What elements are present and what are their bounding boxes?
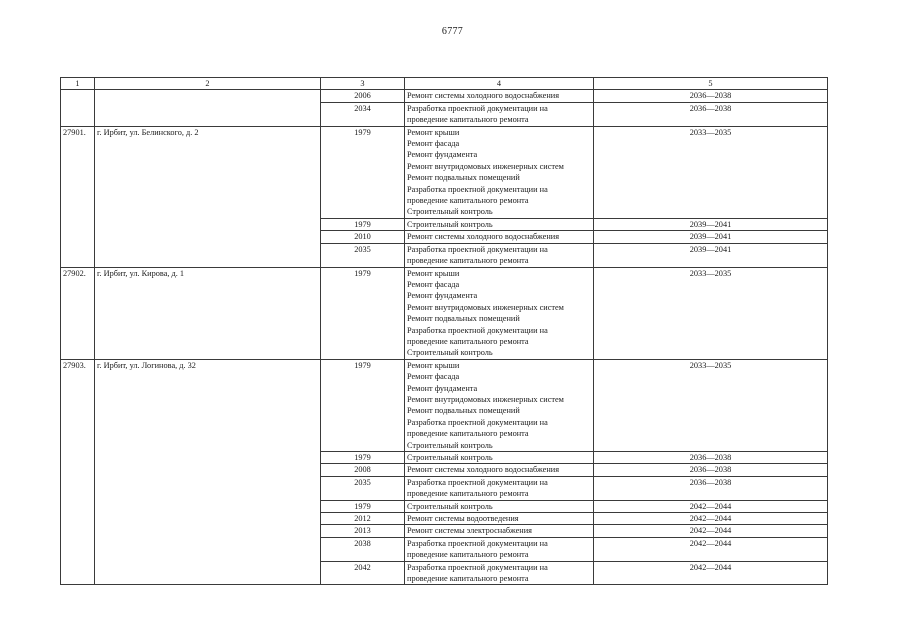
- work-item: Ремонт фундамента: [407, 150, 478, 160]
- commission-year: 2013: [321, 525, 405, 537]
- page-number: 6777: [441, 26, 464, 37]
- repair-period: 2033—2035: [594, 359, 828, 451]
- work-item: Ремонт внутридомовых инженерных систем: [407, 161, 564, 171]
- table-row: [61, 267, 828, 359]
- commission-year: 1979: [321, 218, 405, 230]
- work-item: Ремонт крыши: [407, 360, 460, 370]
- commission-year: 1979: [321, 126, 405, 218]
- work-item: Разработка проектной документации на: [407, 325, 548, 335]
- commission-year: 1979: [321, 267, 405, 359]
- work-item: Строительный контроль: [407, 501, 493, 511]
- work-item: проведение капитального ремонта: [407, 115, 529, 125]
- work-item: Ремонт системы холодного водоснабжения: [407, 91, 560, 101]
- work-types: [405, 90, 594, 102]
- work-types: [405, 218, 594, 230]
- commission-year: 2034: [321, 102, 405, 126]
- table-row: [61, 126, 828, 218]
- work-types: [405, 525, 594, 537]
- work-item: Разработка проектной документации на: [407, 477, 548, 487]
- work-types: [405, 102, 594, 126]
- repair-period: 2042—2044: [594, 537, 828, 561]
- work-item: Разработка проектной документации на: [407, 244, 548, 254]
- work-item: проведение капитального ремонта: [407, 489, 529, 499]
- work-item: Строительный контроль: [407, 207, 493, 217]
- work-types: [405, 452, 594, 464]
- work-item: проведение капитального ремонта: [407, 336, 529, 346]
- table-row: [61, 359, 828, 451]
- object-address: г. Ирбит, ул. Логинова, д. 32: [95, 359, 321, 585]
- repair-period: 2033—2035: [594, 267, 828, 359]
- work-item: Разработка проектной документации на: [407, 417, 548, 427]
- object-number: 27901.: [61, 126, 95, 267]
- repair-period: 2039—2041: [594, 231, 828, 243]
- work-item: проведение капитального ремонта: [407, 256, 529, 266]
- repair-period: 2036—2038: [594, 464, 828, 476]
- table-row: [61, 90, 828, 102]
- work-types: [405, 513, 594, 525]
- work-item: Строительный контроль: [407, 219, 493, 229]
- commission-year: 2042: [321, 561, 405, 585]
- work-item: проведение капитального ремонта: [407, 429, 529, 439]
- repair-period: 2039—2041: [594, 243, 828, 267]
- work-item: Строительный контроль: [407, 453, 493, 462]
- work-item: Ремонт внутридомовых инженерных систем: [407, 302, 564, 312]
- table-body: [61, 78, 828, 585]
- object-address: г. Ирбит, ул. Кирова, д. 1: [95, 267, 321, 359]
- commission-year: 1979: [321, 452, 405, 464]
- repair-period: 2042—2044: [594, 500, 828, 512]
- work-item: Ремонт фундамента: [407, 383, 478, 393]
- work-item: Ремонт системы холодного водоснабжения: [407, 232, 560, 242]
- work-item: проведение капитального ремонта: [407, 550, 529, 560]
- work-item: Строительный контроль: [407, 440, 493, 450]
- work-item: проведение капитального ремонта: [407, 574, 529, 584]
- work-item: Ремонт фасада: [407, 139, 460, 149]
- work-types: [405, 464, 594, 476]
- object-number: 27902.: [61, 267, 95, 359]
- work-item: Ремонт подвальных помещений: [407, 406, 520, 416]
- work-item: Ремонт фундамента: [407, 291, 478, 301]
- work-item: Разработка проектной документации на: [407, 538, 548, 548]
- column-header-3: 3: [321, 78, 405, 90]
- commission-year: 2006: [321, 90, 405, 102]
- column-header-1: 1: [61, 78, 95, 90]
- commission-year: 2008: [321, 464, 405, 476]
- work-types: [405, 561, 594, 585]
- commission-year: 1979: [321, 359, 405, 451]
- work-item: Строительный контроль: [407, 348, 493, 358]
- work-item: Ремонт подвальных помещений: [407, 314, 520, 324]
- capital-repair-table: [60, 77, 828, 585]
- object-address: [95, 90, 321, 126]
- repair-period: 2036—2038: [594, 452, 828, 464]
- repair-period: 2033—2035: [594, 126, 828, 218]
- work-item: Ремонт системы электроснабжения: [407, 526, 532, 536]
- work-item: Разработка проектной документации на: [407, 103, 548, 113]
- work-item: Ремонт внутридомовых инженерных систем: [407, 394, 564, 404]
- column-header-row: [61, 78, 828, 90]
- work-types: [405, 231, 594, 243]
- column-header-4: 4: [405, 78, 594, 90]
- repair-period: 2036—2038: [594, 102, 828, 126]
- repair-period: 2036—2038: [594, 90, 828, 102]
- repair-period: 2036—2038: [594, 476, 828, 500]
- repair-period: 2042—2044: [594, 513, 828, 525]
- work-types: [405, 476, 594, 500]
- work-item: Ремонт крыши: [407, 268, 460, 278]
- work-types: [405, 537, 594, 561]
- repair-period: 2042—2044: [594, 525, 828, 537]
- work-types: [405, 126, 594, 218]
- repair-period: 2042—2044: [594, 561, 828, 585]
- commission-year: 2038: [321, 537, 405, 561]
- work-item: Ремонт фасада: [407, 279, 460, 289]
- work-types: [405, 500, 594, 512]
- commission-year: 1979: [321, 500, 405, 512]
- work-item: Ремонт крыши: [407, 127, 460, 137]
- repair-period: 2039—2041: [594, 218, 828, 230]
- object-address: г. Ирбит, ул. Белинского, д. 2: [95, 126, 321, 267]
- work-item: Ремонт подвальных помещений: [407, 173, 520, 183]
- work-types: [405, 267, 594, 359]
- work-item: Разработка проектной документации на: [407, 562, 548, 572]
- work-item: Разработка проектной документации на: [407, 184, 548, 194]
- commission-year: 2010: [321, 231, 405, 243]
- work-item: Ремонт системы холодного водоснабжения: [407, 465, 560, 475]
- work-item: проведение капитального ремонта: [407, 196, 529, 206]
- work-types: [405, 243, 594, 267]
- object-number: [61, 90, 95, 126]
- commission-year: 2012: [321, 513, 405, 525]
- object-number: 27903.: [61, 359, 95, 585]
- commission-year: 2035: [321, 243, 405, 267]
- commission-year: 2035: [321, 476, 405, 500]
- work-item: Ремонт фасада: [407, 372, 460, 382]
- work-item: Ремонт системы водоотведения: [407, 514, 519, 524]
- work-types: [405, 359, 594, 451]
- column-header-5: 5: [594, 78, 828, 90]
- column-header-2: 2: [95, 78, 321, 90]
